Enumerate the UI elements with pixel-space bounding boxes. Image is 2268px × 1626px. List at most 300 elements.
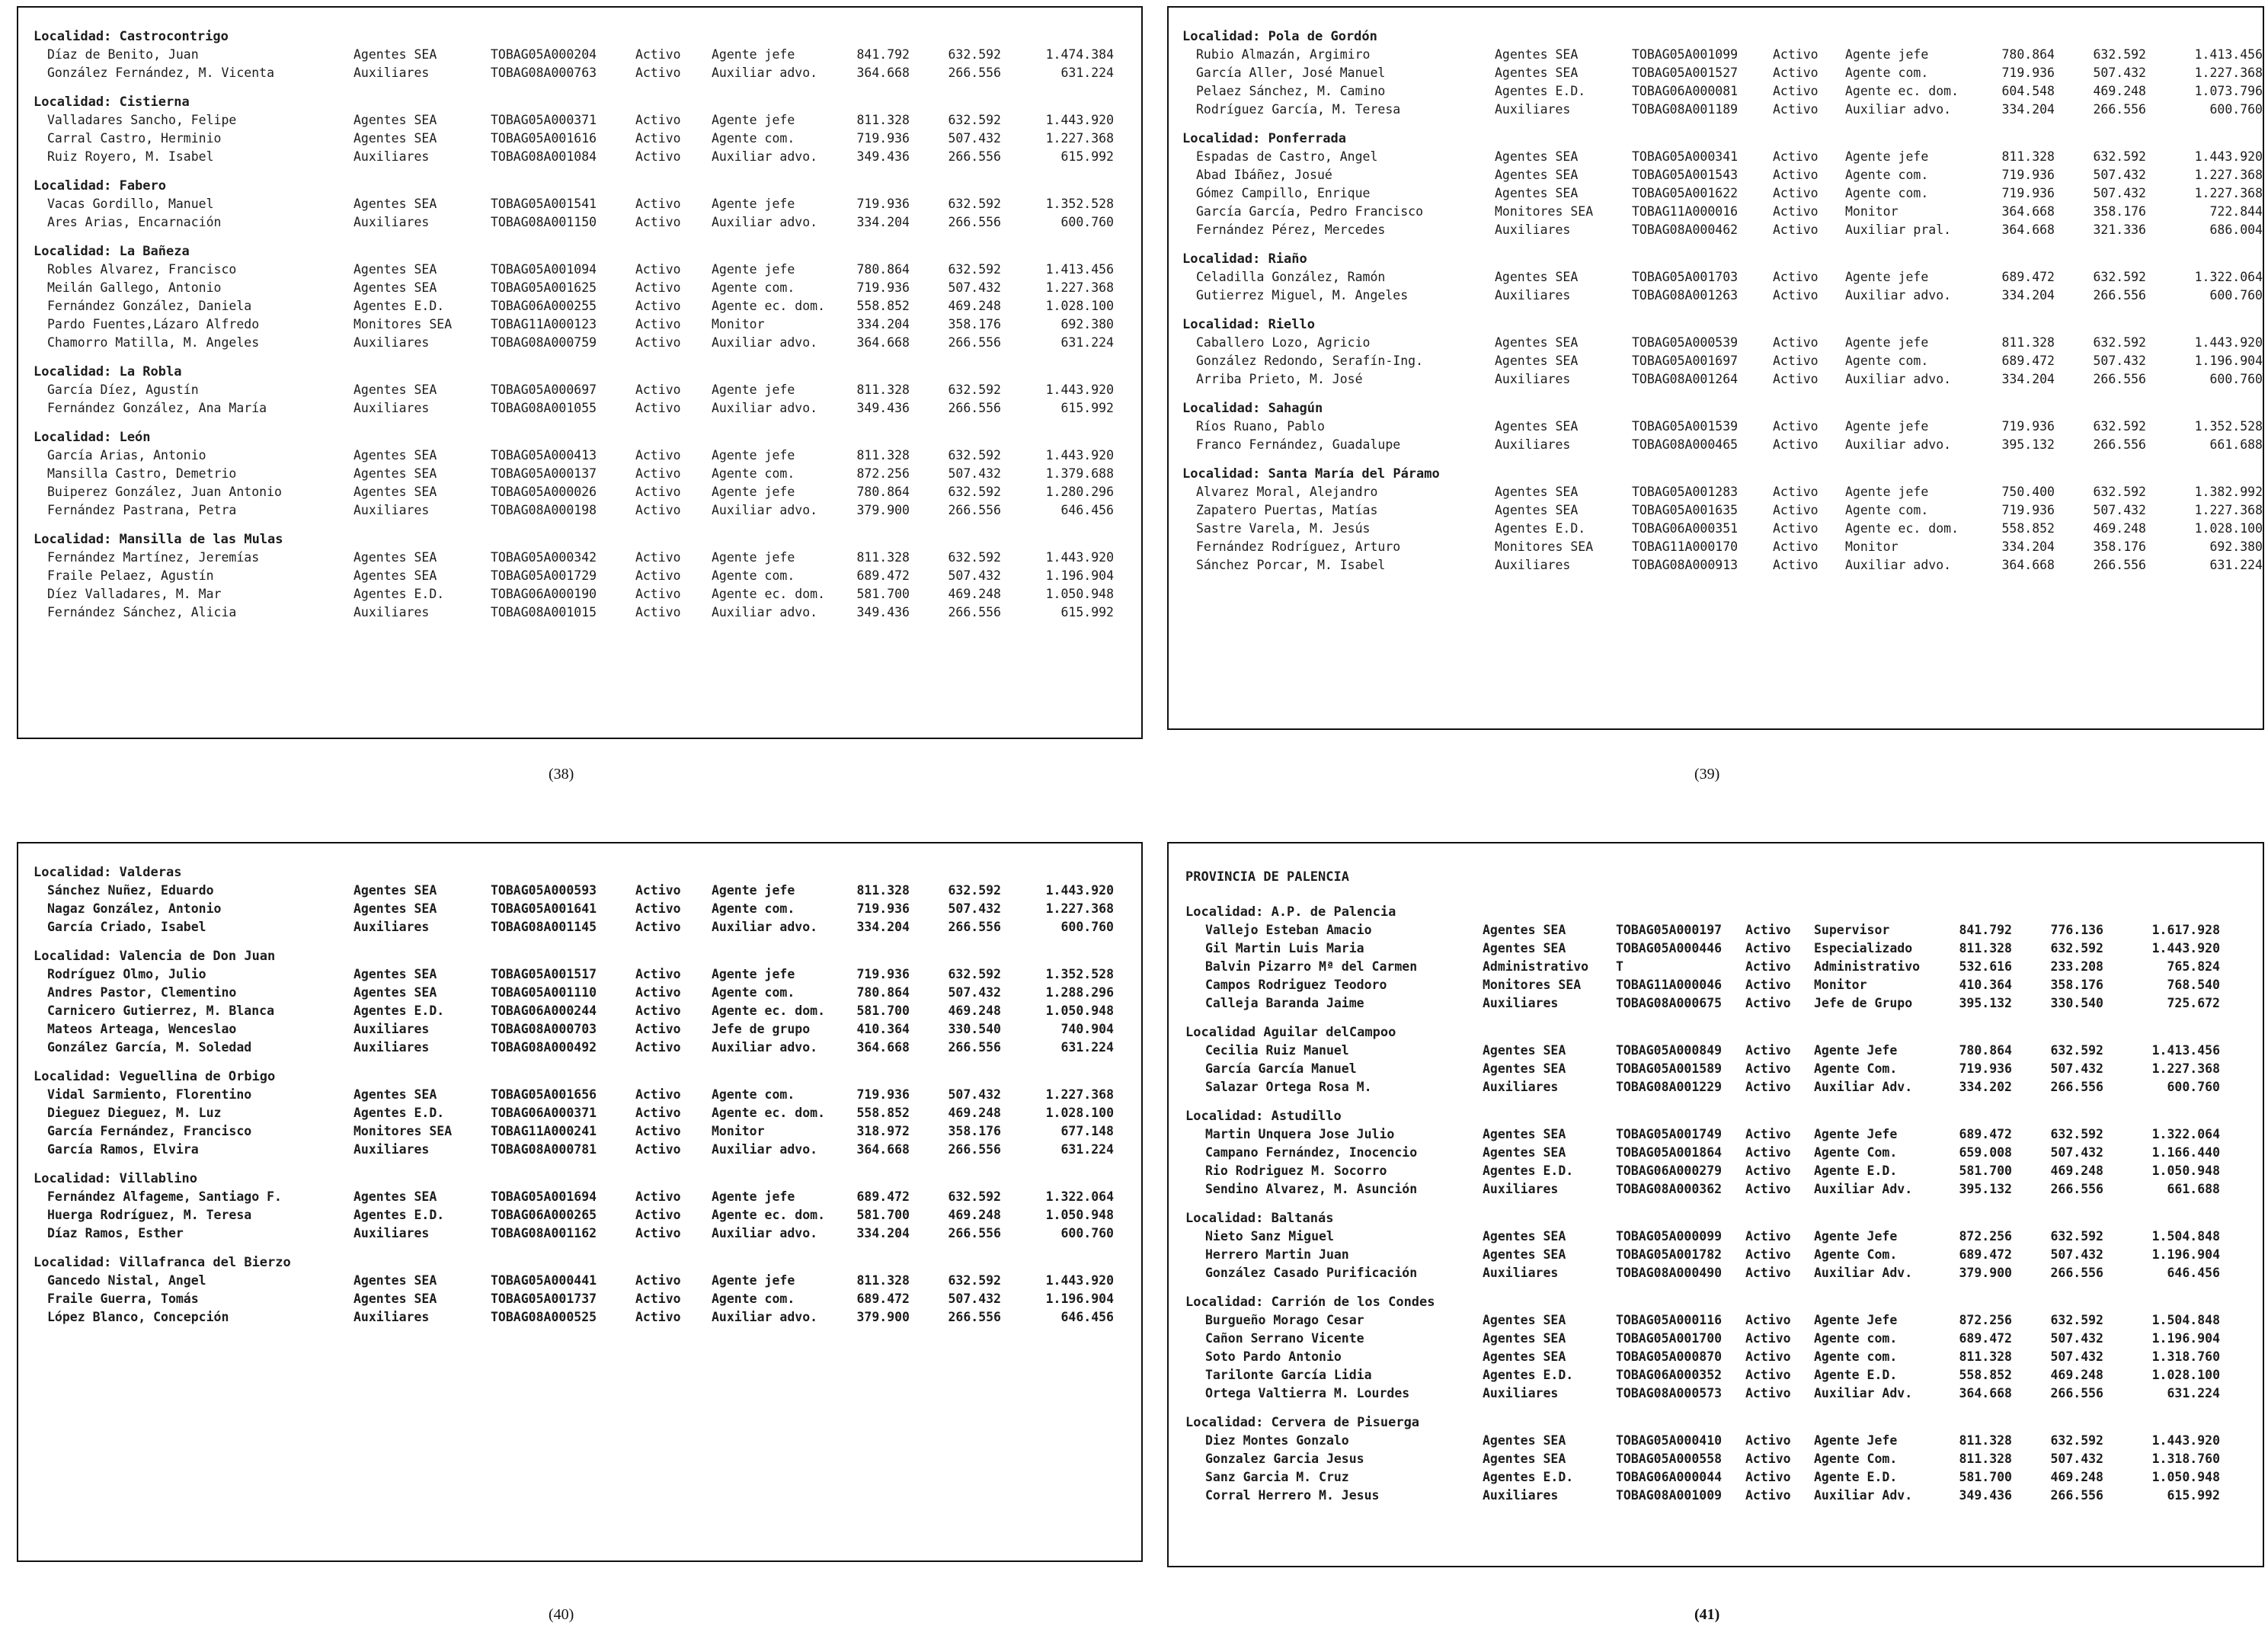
amount-total: 1.617.928 [2151,923,2220,937]
code: TOBAG05A000446 [1616,941,1723,955]
amount-base: 689.472 [856,1189,910,1204]
status: Activo [635,1226,681,1240]
category: Agentes SEA [353,883,437,898]
locality-title: Localidad: Castrocontrigo [34,29,229,44]
amount-base: 719.936 [856,280,910,295]
amount-base: 719.936 [856,901,910,916]
category: Agentes SEA [353,985,437,1000]
position: Agente jefe [712,382,795,397]
status: Activo [635,1189,681,1204]
category: Auxiliares [1483,1182,1559,1196]
province-heading: PROVINCIA DE PALENCIA [1185,869,1349,885]
employee-name: Nieto Sanz Miguel [1205,1229,1334,1244]
amount-extra: 266.556 [2050,1266,2103,1280]
code: TOBAG08A000492 [491,1040,597,1055]
amount-base: 581.700 [856,1208,910,1222]
category: Auxiliares [353,1040,430,1055]
table-row [1185,1433,2255,1452]
table-row [34,401,1134,419]
page-number: (40) [549,1606,574,1623]
employee-name: Calleja Baranda Jaime [1205,996,1364,1010]
category: Agentes SEA [353,197,437,211]
amount-base: 872.256 [1959,1229,2012,1244]
category: Monitores SEA [353,317,453,331]
amount-total: 1.028.100 [2151,1368,2220,1382]
status: Activo [1773,186,1819,200]
amount-extra: 632.592 [2093,335,2146,350]
amount-total: 1.288.296 [1045,985,1114,1000]
table-row [1185,996,2255,1014]
amount-base: 811.328 [856,883,910,898]
amount-total: 1.028.100 [1045,1106,1114,1120]
position: Agente com. [1845,66,1929,80]
employee-name: Buiperez González, Juan Antonio [47,485,282,499]
status: Activo [1773,503,1819,517]
employee-name: González Casado Purificación [1205,1266,1418,1280]
code: TOBAG05A001694 [491,1189,597,1204]
status: Activo [635,985,681,1000]
status: Activo [1773,485,1819,499]
position: Agente jefe [712,967,795,981]
amount-extra: 632.592 [2093,47,2146,62]
category: Agentes E.D. [1495,521,1586,536]
amount-extra: 632.592 [948,113,1001,127]
amount-base: 811.328 [856,382,910,397]
amount-extra: 469.248 [948,1106,1001,1120]
position: Agente ec. dom. [1845,84,1959,98]
position: Agente jefe [712,448,795,463]
locality-section [34,1255,1134,1328]
position: Auxiliar pral. [1845,222,1952,237]
amount-base: 334.204 [856,920,910,934]
code: TOBAG08A000763 [491,66,597,80]
amount-base: 719.936 [1959,1061,2012,1076]
category: Agentes SEA [1483,1433,1566,1448]
locality-title: Localidad Aguilar delCampoo [1185,1025,1396,1040]
amount-total: 661.688 [2209,437,2263,452]
table-row [1182,539,2263,558]
table-row [34,197,1134,215]
employee-name: Sánchez Porcar, M. Isabel [1196,558,1386,572]
employee-name: Martin Unquera Jose Julio [1205,1127,1395,1141]
category: Agentes SEA [1495,47,1579,62]
status: Activo [1773,372,1819,386]
amount-base: 379.900 [856,1310,910,1324]
status: Activo [635,466,681,481]
position: Jefe de Grupo [1814,996,1913,1010]
code: TOBAG05A001543 [1632,168,1739,182]
status: Activo [635,883,681,898]
amount-base: 349.436 [856,149,910,164]
code: TOBAG08A001145 [491,920,597,934]
employee-name: Mateos Arteaga, Wenceslao [47,1022,237,1036]
status: Activo [1745,1229,1791,1244]
page-number: (39) [1694,766,1720,783]
employee-name: Carral Castro, Herminio [47,131,222,146]
position: Auxiliar advo. [1845,102,1952,117]
locality-title: Localidad: Villablino [34,1171,197,1186]
code: TOBAG08A000573 [1616,1386,1723,1400]
position: Auxiliar Adv. [1814,1266,1913,1280]
status: Activo [1745,941,1791,955]
table-row [34,901,1134,920]
amount-total: 1.322.064 [2194,270,2263,284]
amount-extra: 469.248 [948,1003,1001,1018]
locality-section [1185,1109,2255,1200]
amount-base: 379.900 [1959,1266,2012,1280]
status: Activo [1773,102,1819,117]
status: Activo [1745,978,1791,992]
code: TOBAG05A000137 [491,466,597,481]
amount-base: 334.204 [2001,288,2055,302]
code: TOBAG05A000849 [1616,1043,1723,1058]
amount-total: 1.318.760 [2151,1349,2220,1364]
amount-extra: 632.592 [948,1273,1001,1288]
status: Activo [1745,959,1791,974]
table-row [34,920,1134,938]
category: Agentes SEA [1483,1349,1566,1364]
amount-base: 318.972 [856,1124,910,1138]
category: Monitores SEA [1483,978,1582,992]
amount-extra: 266.556 [2093,288,2146,302]
position: Auxiliar advo. [712,66,818,80]
status: Activo [1745,1488,1791,1503]
amount-base: 364.668 [1959,1386,2012,1400]
amount-base: 719.936 [2001,66,2055,80]
category: Auxiliares [1483,1488,1559,1503]
amount-extra: 266.556 [948,335,1001,350]
category: Monitores SEA [353,1124,453,1138]
employee-name: Franco Fernández, Guadalupe [1196,437,1401,452]
amount-base: 719.936 [856,967,910,981]
category: Auxiliares [353,401,430,415]
amount-total: 1.443.920 [1045,113,1114,127]
status: Activo [635,550,681,565]
position: Agente jefe [712,550,795,565]
code: TOBAG06A000244 [491,1003,597,1018]
table-row [34,1292,1134,1310]
code: TOBAG08A001264 [1632,372,1739,386]
employee-name: Valladares Sancho, Felipe [47,113,237,127]
category: Agentes SEA [353,485,437,499]
category: Agentes SEA [353,131,437,146]
amount-base: 334.204 [2001,539,2055,554]
amount-total: 631.224 [1060,335,1114,350]
table-row [34,335,1134,354]
amount-extra: 469.248 [2093,521,2146,536]
code: TOBAG06A000255 [491,299,597,313]
table-row [34,1273,1134,1292]
amount-extra: 266.556 [948,1040,1001,1055]
amount-extra: 632.592 [2093,149,2146,164]
employee-name: García Ramos, Elvira [47,1142,199,1157]
category: Agentes SEA [1483,1247,1566,1262]
amount-extra: 266.556 [2093,437,2146,452]
category: Agentes SEA [1495,270,1579,284]
code: TOBAG05A001283 [1632,485,1739,499]
amount-base: 334.204 [856,1226,910,1240]
table-row [1182,485,2263,503]
category: Agentes SEA [1495,485,1579,499]
position: Agente E.D. [1814,1470,1898,1484]
locality-title: Localidad: Astudillo [1185,1109,1342,1124]
code: TOBAG08A001189 [1632,102,1739,117]
employee-name: Díaz Ramos, Esther [47,1226,184,1240]
locality-title: Localidad: A.P. de Palencia [1185,904,1396,920]
position: Agente E.D. [1814,1368,1898,1382]
amount-total: 600.760 [1060,215,1114,229]
position: Auxiliar advo. [712,605,818,619]
position: Agente jefe [712,1189,795,1204]
employee-name: Celadilla González, Ramón [1196,270,1386,284]
status: Activo [1773,354,1819,368]
category: Agentes SEA [1483,923,1566,937]
amount-total: 1.050.948 [1045,1003,1114,1018]
category: Agentes SEA [1483,1313,1566,1327]
page-panel-39 [1167,6,2264,730]
code: TOBAG05A001625 [491,280,597,295]
amount-extra: 469.248 [2050,1368,2103,1382]
amount-base: 689.472 [1959,1127,2012,1141]
category: Auxiliares [353,66,430,80]
category: Agentes E.D. [1483,1470,1574,1484]
locality-section [1182,401,2263,456]
amount-total: 1.352.528 [1045,197,1114,211]
category: Agentes SEA [353,550,437,565]
page-panel-41 [1167,842,2264,1567]
employee-name: García Aller, José Manuel [1196,66,1386,80]
amount-extra: 266.556 [948,66,1001,80]
employee-name: García Criado, Isabel [47,920,206,934]
category: Agentes SEA [1495,335,1579,350]
category: Agentes E.D. [353,587,445,601]
position: Agente ec. dom. [712,1003,826,1018]
employee-name: González García, M. Soledad [47,1040,252,1055]
amount-total: 600.760 [1060,1226,1114,1240]
position: Auxiliar advo. [1845,372,1952,386]
table-row [1185,1229,2255,1247]
code: TOBAG08A000781 [491,1142,597,1157]
employee-name: Soto Pardo Antonio [1205,1349,1342,1364]
status: Activo [1773,66,1819,80]
category: Agentes E.D. [353,1003,445,1018]
position: Agente ec. dom. [712,299,826,313]
amount-base: 872.256 [1959,1313,2012,1327]
locality-section [1185,1211,2255,1284]
category: Agentes SEA [1483,1331,1566,1346]
amount-base: 689.472 [1959,1331,2012,1346]
employee-name: Balvin Pizarro Mª del Carmen [1205,959,1418,974]
position: Auxiliar advo. [712,1142,818,1157]
amount-base: 811.328 [1959,941,2012,955]
amount-base: 811.328 [2001,335,2055,350]
amount-total: 1.443.920 [2151,1433,2220,1448]
status: Activo [635,113,681,127]
code: TOBAG08A001015 [491,605,597,619]
amount-total: 725.672 [2167,996,2220,1010]
status: Activo [1745,1470,1791,1484]
status: Activo [635,605,681,619]
position: Agente Com. [1814,1452,1898,1466]
employee-name: Fernández Martínez, Jeremías [47,550,260,565]
position: Agente jefe [712,1273,795,1288]
employee-name: Pelaez Sánchez, M. Camino [1196,84,1386,98]
category: Agentes SEA [1483,1043,1566,1058]
amount-total: 600.760 [2167,1080,2220,1094]
amount-extra: 632.592 [948,883,1001,898]
amount-base: 780.864 [856,985,910,1000]
status: Activo [1773,168,1819,182]
amount-extra: 469.248 [948,299,1001,313]
category: Agentes SEA [1495,186,1579,200]
amount-total: 1.322.064 [1045,1189,1114,1204]
amount-total: 600.760 [1060,920,1114,934]
status: Activo [1745,1313,1791,1327]
table-row [34,448,1134,466]
status: Activo [635,1208,681,1222]
amount-total: 1.352.528 [1045,967,1114,981]
category: Agentes E.D. [1483,1368,1574,1382]
position: Agente jefe [1845,485,1929,499]
employee-name: Caballero Lozo, Agricio [1196,335,1371,350]
locality-section [34,94,1134,168]
status: Activo [1745,996,1791,1010]
table-row [1182,521,2263,539]
amount-base: 349.436 [856,401,910,415]
amount-extra: 507.432 [2093,168,2146,182]
locality-title: Localidad: Valencia de Don Juan [34,949,276,964]
amount-base: 364.668 [2001,222,2055,237]
amount-base: 659.008 [1959,1145,2012,1160]
employee-name: Dieguez Dieguez, M. Luz [47,1106,222,1120]
amount-extra: 266.556 [2050,1386,2103,1400]
status: Activo [1773,84,1819,98]
employee-name: Ríos Ruano, Pablo [1196,419,1325,434]
amount-base: 410.364 [856,1022,910,1036]
code: TOBAG11A000123 [491,317,597,331]
amount-total: 1.322.064 [2151,1127,2220,1141]
code: TOBAG08A001162 [491,1226,597,1240]
code: TOBAG05A001616 [491,131,597,146]
status: Activo [635,568,681,583]
locality-title: Localidad: Cervera de Pisuerga [1185,1415,1420,1430]
amount-base: 364.668 [856,1142,910,1157]
status: Activo [1773,558,1819,572]
code: TOBAG05A000371 [491,113,597,127]
position: Auxiliar advo. [712,401,818,415]
code: TOBAG05A001539 [1632,419,1739,434]
category: Auxiliares [1495,102,1571,117]
status: Activo [635,1003,681,1018]
employee-name: García García Manuel [1205,1061,1357,1076]
amount-total: 1.227.368 [2194,66,2263,80]
code: TOBAG05A000099 [1616,1229,1723,1244]
status: Activo [635,382,681,397]
position: Agente jefe [712,113,795,127]
code: TOBAG05A000413 [491,448,597,463]
code: TOBAG05A001703 [1632,270,1739,284]
amount-total: 1.196.904 [1045,1292,1114,1306]
amount-total: 631.224 [1060,66,1114,80]
employee-name: Vidal Sarmiento, Florentino [47,1087,252,1102]
amount-extra: 469.248 [2093,84,2146,98]
category: Agentes SEA [353,466,437,481]
amount-extra: 266.556 [2093,102,2146,117]
position: Monitor [1845,539,1899,554]
status: Activo [635,1292,681,1306]
amount-base: 811.328 [856,1273,910,1288]
amount-extra: 266.556 [948,401,1001,415]
amount-total: 677.148 [1060,1124,1114,1138]
amount-extra: 266.556 [948,503,1001,517]
code: TOBAG05A001094 [491,262,597,277]
status: Activo [635,197,681,211]
amount-extra: 507.432 [948,985,1001,1000]
employee-name: Ares Arias, Encarnación [47,215,222,229]
table-row [1182,204,2263,222]
category: Auxiliares [353,1022,430,1036]
position: Auxiliar advo. [712,920,818,934]
table-row [1185,1470,2255,1488]
table-row [34,568,1134,587]
employee-name: Cecilia Ruiz Manuel [1205,1043,1349,1058]
amount-base: 689.472 [2001,354,2055,368]
category: Auxiliares [353,920,430,934]
page-panel-38 [17,6,1143,739]
employee-name: Andres Pastor, Clementino [47,985,237,1000]
code: TOBAG05A000558 [1616,1452,1723,1466]
employee-name: Vallejo Esteban Amacio [1205,923,1372,937]
table-row [34,1040,1134,1058]
locality-section [34,532,1134,623]
table-row [34,1226,1134,1244]
employee-name: Fernández Pastrana, Petra [47,503,237,517]
employee-name: Cañon Serrano Vicente [1205,1331,1364,1346]
position: Monitor [712,1124,765,1138]
status: Activo [1773,222,1819,237]
status: Activo [1745,1433,1791,1448]
amount-extra: 632.592 [2093,270,2146,284]
position: Agente com. [712,280,795,295]
code: TOBAG05A000441 [491,1273,597,1288]
position: Agente Jefe [1814,1433,1898,1448]
employee-name: Diez Montes Gonzalo [1205,1433,1349,1448]
locality-section [1182,131,2263,241]
amount-extra: 330.540 [948,1022,1001,1036]
status: Activo [635,401,681,415]
table-row [1185,923,2255,941]
code: TOBAG08A001150 [491,215,597,229]
amount-total: 1.166.440 [2151,1145,2220,1160]
employee-name: Rio Rodriguez M. Socorro [1205,1163,1387,1178]
position: Agente jefe [1845,335,1929,350]
position: Auxiliar advo. [712,215,818,229]
status: Activo [635,448,681,463]
amount-total: 600.760 [2209,102,2263,117]
amount-base: 719.936 [2001,503,2055,517]
code: TOBAG06A000371 [491,1106,597,1120]
position: Auxiliar advo. [712,1310,818,1324]
position: Agente jefe [712,485,795,499]
code: TOBAG05A001697 [1632,354,1739,368]
category: Administrativo [1483,959,1589,974]
category: Agentes SEA [353,1087,437,1102]
amount-base: 581.700 [1959,1470,2012,1484]
status: Activo [635,262,681,277]
amount-total: 1.504.848 [2151,1313,2220,1327]
employee-name: Corral Herrero M. Jesus [1205,1488,1380,1503]
position: Agente jefe [712,197,795,211]
